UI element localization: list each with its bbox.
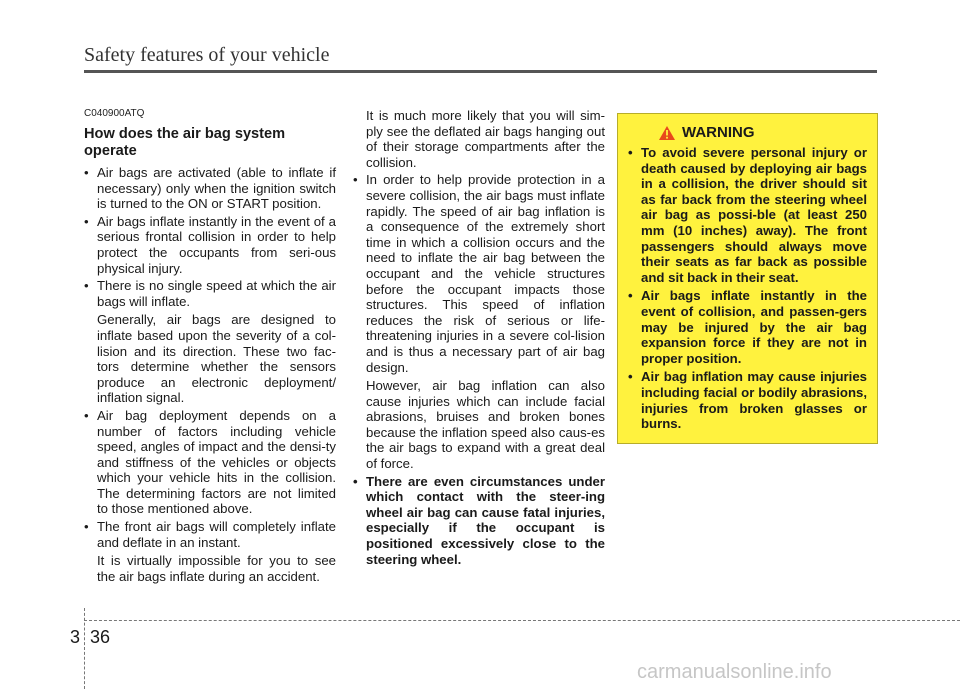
column-middle <box>353 108 605 569</box>
list-item: • Air bags are activated (able to inflate if necessary) only when the ignition switch is turned to the ON or START position. <box>84 165 336 212</box>
section-code: C040900ATQ <box>84 108 145 119</box>
sub-paragraph: However, air bag inflation can also cause injuries which can include facial abrasions, bruises and broken bones because the inflation speed also caus-es the air bags to expand with a great deal of force. <box>366 378 605 472</box>
page-number: 36 <box>90 627 111 647</box>
list-item: • Air bag deployment depends on a number of factors including vehicle speed, angles of impact and the densi-ty and stiffness of the vehicles or objects which your vehicle hits in the collision. The determining factors are not limited to those mentioned above. <box>84 408 336 517</box>
list-item: • Air bag inflation may cause injuries including facial or bodily abrasions, injuries from broken glasses or burns. <box>628 369 867 431</box>
page-header-title: Safety features of your vehicle <box>84 44 330 66</box>
middle-bullet-list <box>353 172 605 567</box>
warning-header <box>658 124 867 141</box>
footer-rule <box>84 620 960 621</box>
sub-paragraph: It is virtually impossible for you to see the air bags inflate during an accident. <box>97 553 336 584</box>
warning-box <box>617 113 878 444</box>
list-item: • In order to help provide protection in a severe collision, the air bags must inflate rapidly. The speed of air bag inflation is a consequence of the extremely short time in which a collision occurs and the need to inflate the air bag between the occupant and the vehicle structures before the occupant impacts those structures. This speed of inflation reduces the risk of serious or life-threatening injuries in a severe col-lision and is thus a necessary part of air bag design. However, air bag inflation can also cause injuries which can include facial abrasions, bruises and broken bones because the inflation speed also caus-es the air bags to expand with a great deal of force. <box>353 172 605 471</box>
warning-title: WARNING <box>682 124 755 141</box>
list-item: • There is no single speed at which the air bags will inflate. Generally, air bags are designed to inflate based upon the severity of a col-lision and its direction. These two fac-tors determine whether the sensors produce an electronic deployment/ inflation signal. <box>84 278 336 406</box>
list-item: • To avoid severe personal injury or death caused by deploying air bags in a collision, the driver should sit as far back from the steering wheel air bag as possi-ble (at least 250 mm (10 inches) away). The front passengers should always move their seats as far back as possible and sit back in their seat. <box>628 145 867 285</box>
list-item: • Air bags inflate instantly in the event of collision, and passen-gers may be injured by the air bag expansion force if they are not in proper position. <box>628 288 867 366</box>
header-rule <box>84 70 877 73</box>
list-item: • There are even circumstances under which contact with the steer-ing wheel air bag can cause fatal injuries, especially if the occupant is positioned excessively close to the steering wheel. <box>353 474 605 568</box>
warning-triangle-icon <box>658 125 676 141</box>
list-item: • Air bags inflate instantly in the event of a serious frontal collision in order to help protect the occupants from seri-ous physical injury. <box>84 214 336 276</box>
watermark: carmanualsonline.info <box>637 661 832 683</box>
intro-paragraph: It is much more likely that you will sim-ply see the deflated air bags hanging out of their storage compartments after the collision. <box>366 108 605 170</box>
list-item: • The front air bags will completely inflate and deflate in an instant. It is virtually impossible for you to see the air bags inflate during an accident. <box>84 519 336 584</box>
left-bullet-list <box>84 165 336 584</box>
warning-list <box>628 145 867 432</box>
sub-paragraph: Generally, air bags are designed to inflate based upon the severity of a col-lision and its direction. These two fac-tors determine whether the sensors produce an electronic deployment/ inflation signal. <box>97 312 336 406</box>
footer-divider <box>84 608 85 689</box>
section-number: 3 <box>70 627 81 647</box>
section-heading: How does the air bag system operate <box>84 126 286 159</box>
column-left <box>84 108 336 586</box>
